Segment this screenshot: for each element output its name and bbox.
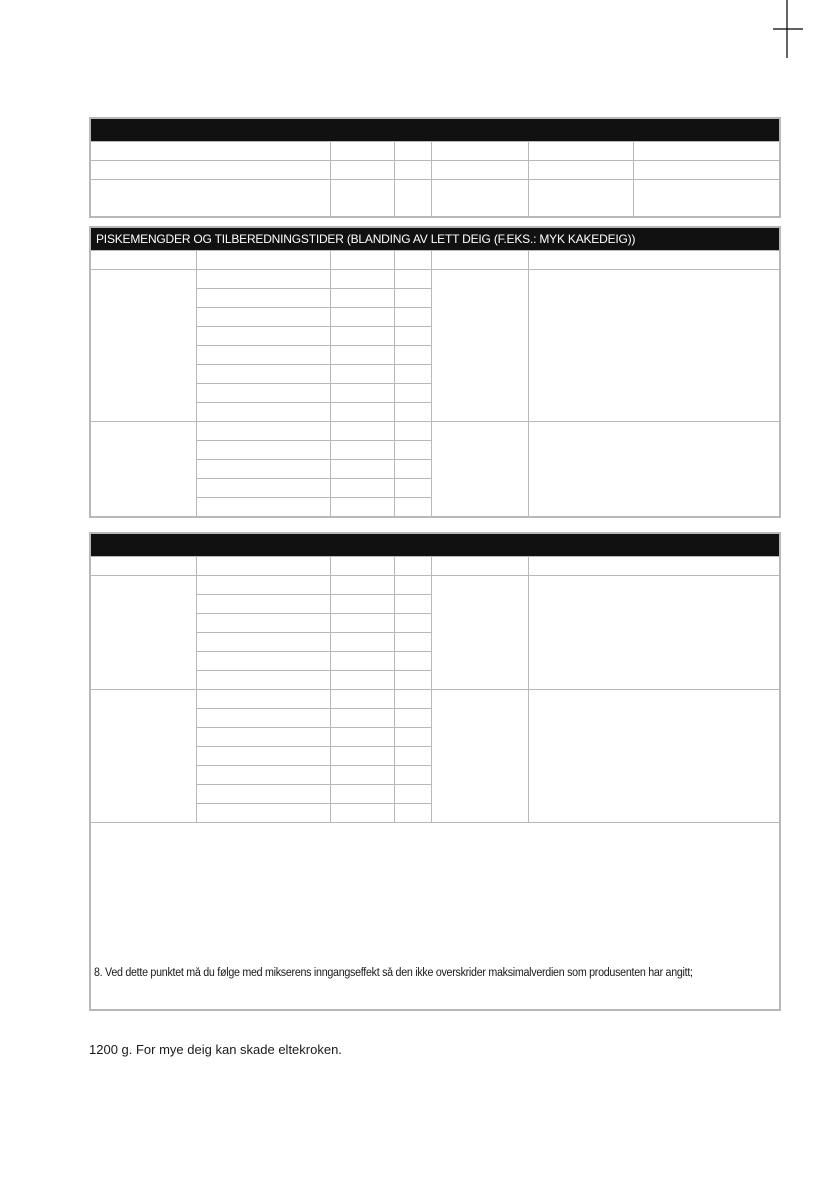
continuation-text: 1200 g. For mye deig kan skade eltekroken. [89, 1042, 342, 1057]
table-row [90, 142, 780, 161]
table-header-bar [90, 533, 780, 557]
table-row [90, 251, 780, 270]
table-light-dough [89, 226, 781, 518]
table-header-bar: PISKEMENGDER OG TILBEREDNINGSTIDER (BLANDING AV LETT DEIG (F.EKS.: MYK KAKEDEIG)) [90, 227, 780, 251]
table-heavy-dough [89, 532, 781, 1011]
table-row [90, 690, 780, 709]
table-row [90, 161, 780, 180]
footnote: 8. Ved dette punktet må du følge med mikserens inngangseffekt så den ikke overskrider maksimalverdien som produsenten har angitt; [94, 967, 693, 979]
notes-cell [90, 823, 780, 1011]
table-row [90, 422, 780, 441]
cut-mark [773, 0, 803, 58]
table-row [90, 270, 780, 289]
table-specifications [89, 117, 781, 218]
table-header-bar [90, 118, 780, 142]
table-row [90, 576, 780, 595]
table-row [90, 557, 780, 576]
table-row [90, 180, 780, 217]
